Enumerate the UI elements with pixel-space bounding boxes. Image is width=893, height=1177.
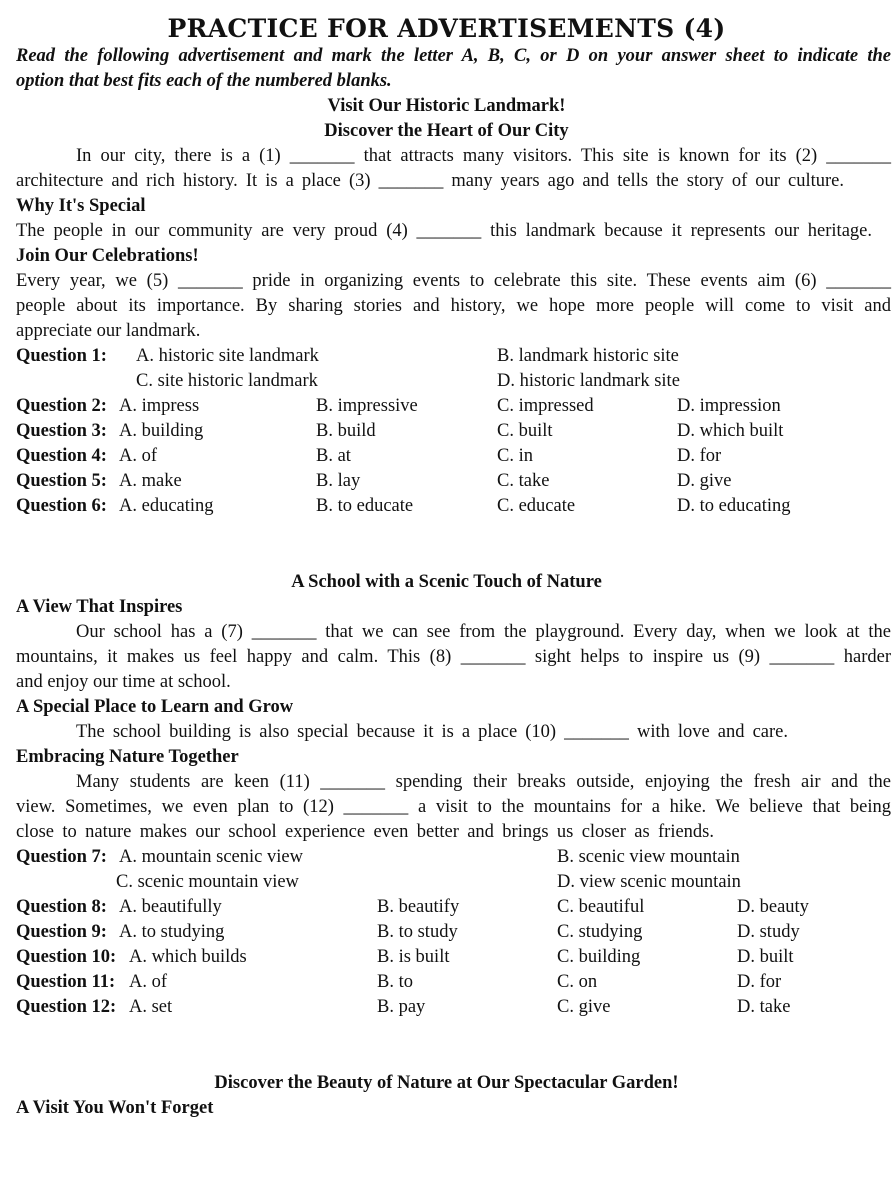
passage1-line-8: appreciate our landmark. <box>16 321 201 341</box>
option-c: C. building <box>557 947 641 967</box>
option-a: A. which builds <box>129 947 247 967</box>
passage2-section-learn-grow: A Special Place to Learn and Grow <box>16 697 294 717</box>
question-label: Question 4: <box>16 446 107 466</box>
option-c: C. educate <box>497 496 576 516</box>
question-label: Question 8: <box>16 897 107 917</box>
passage2-line-10: close to nature makes our school experience even better and brings us closer as friends. <box>16 822 714 842</box>
option-a: A. to studying <box>119 922 225 942</box>
option-b: B. to educate <box>316 496 414 516</box>
passage2-section-view: A View That Inspires <box>16 597 183 617</box>
passage2-line-6: The school building is also special because it is a place (10) _______ with love and care. <box>76 722 788 742</box>
passage1-section-celebrations: Join Our Celebrations! <box>16 246 199 266</box>
question-label: Question 1: <box>16 346 107 366</box>
option-b: B. at <box>316 446 351 466</box>
option-d: D. impression <box>677 396 781 416</box>
option-a: A. mountain scenic view <box>119 847 303 867</box>
question-label: Question 2: <box>16 396 107 416</box>
option-c: C. take <box>497 471 550 491</box>
option-a: A. historic site landmark <box>136 346 319 366</box>
passage2-section-nature: Embracing Nature Together <box>16 747 239 767</box>
passage1-line-7: people about its importance. By sharing stories and history, we hope more people will come to visit and <box>16 296 891 316</box>
option-c: C. built <box>497 421 553 441</box>
option-c: C. studying <box>557 922 643 942</box>
option-b: B. pay <box>377 997 426 1017</box>
passage1-line-6: Every year, we (5) _______ pride in organizing events to celebrate this site. These events aim (6) _______ <box>16 271 891 291</box>
instructions-line-1: Read the following advertisement and mark the letter A, B, C, or D on your answer sheet to indicate the <box>16 46 891 66</box>
question-label: Question 11: <box>16 972 116 992</box>
question-label: Question 3: <box>16 421 107 441</box>
option-d: D. give <box>677 471 732 491</box>
option-d: D. beauty <box>737 897 809 917</box>
passage1-line-1: In our city, there is a (1) _______ that attracts many visitors. This site is known for its (2) _______ <box>76 146 891 166</box>
passage2-line-8: Many students are keen (11) _______ spending their breaks outside, enjoying the fresh air and the <box>76 772 891 792</box>
option-d: D. study <box>737 922 800 942</box>
option-d: D. historic landmark site <box>497 371 680 391</box>
passage2-line-3: mountains, it makes us feel happy and calm. This (8) _______ sight helps to inspire us (9) _______ harder <box>16 647 891 667</box>
question-label: Question 5: <box>16 471 107 491</box>
instructions-line-2: option that best fits each of the numbered blanks. <box>16 71 392 91</box>
question-label: Question 12: <box>16 997 117 1017</box>
question-label: Question 9: <box>16 922 107 942</box>
option-a: A. impress <box>119 396 200 416</box>
option-d: D. for <box>737 972 782 992</box>
passage1-line-4: The people in our community are very proud (4) _______ this landmark because it represents our heritage. <box>16 221 872 241</box>
option-a: A. building <box>119 421 204 441</box>
option-a: A. make <box>119 471 182 491</box>
question-label: Question 7: <box>16 847 107 867</box>
passage2-line-9: view. Sometimes, we even plan to (12) _______ a visit to the mountains for a hike. We believe that being <box>16 797 891 817</box>
option-c: C. impressed <box>497 396 594 416</box>
passage1-heading: Visit Our Historic Landmark! <box>327 96 566 116</box>
option-b: B. is built <box>377 947 450 967</box>
option-c: C. in <box>497 446 533 466</box>
option-d: D. to educating <box>677 496 791 516</box>
passage1-subheading: Discover the Heart of Our City <box>324 121 569 141</box>
passage3-subheading: A Visit You Won't Forget <box>16 1098 214 1118</box>
page-title: PRACTICE FOR ADVERTISEMENTS (4) <box>167 14 726 43</box>
passage2-heading: A School with a Scenic Touch of Nature <box>291 572 602 592</box>
question-label: Question 10: <box>16 947 117 967</box>
option-b: B. landmark historic site <box>497 346 679 366</box>
option-a: A. of <box>129 972 168 992</box>
option-b: B. to <box>377 972 413 992</box>
option-c: C. scenic mountain view <box>116 872 299 892</box>
option-c: C. give <box>557 997 611 1017</box>
passage2-line-4: and enjoy our time at school. <box>16 672 231 692</box>
option-d: D. for <box>677 446 722 466</box>
option-c: C. on <box>557 972 598 992</box>
option-d: D. take <box>737 997 791 1017</box>
option-b: B. beautify <box>377 897 460 917</box>
option-b: B. scenic view mountain <box>557 847 740 867</box>
option-a: A. beautifully <box>119 897 222 917</box>
option-d: D. view scenic mountain <box>557 872 741 892</box>
option-b: B. lay <box>316 471 361 491</box>
question-label: Question 6: <box>16 496 107 516</box>
option-c: C. site historic landmark <box>136 371 318 391</box>
passage3-heading: Discover the Beauty of Nature at Our Spectacular Garden! <box>214 1073 679 1093</box>
passage1-line-2: architecture and rich history. It is a place (3) _______ many years ago and tells the story of our culture. <box>16 171 844 191</box>
option-a: A. educating <box>119 496 214 516</box>
option-b: B. impressive <box>316 396 418 416</box>
option-c: C. beautiful <box>557 897 645 917</box>
option-d: D. which built <box>677 421 784 441</box>
option-d: D. built <box>737 947 794 967</box>
passage1-section-why-special: Why It's Special <box>16 196 146 216</box>
option-a: A. set <box>129 997 173 1017</box>
passage2-line-2: Our school has a (7) _______ that we can see from the playground. Every day, when we look at the <box>76 622 891 642</box>
option-a: A. of <box>119 446 158 466</box>
option-b: B. build <box>316 421 376 441</box>
option-b: B. to study <box>377 922 458 942</box>
